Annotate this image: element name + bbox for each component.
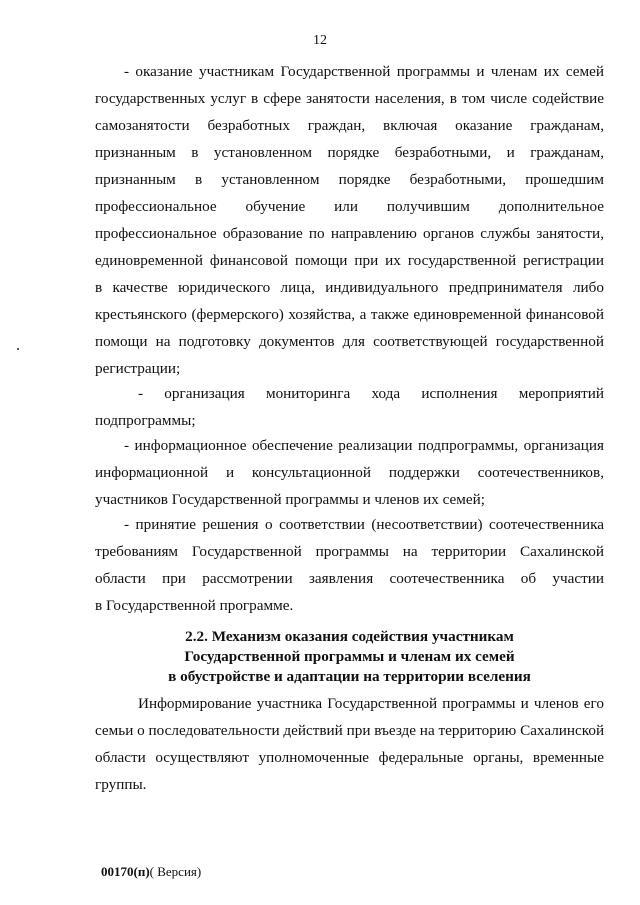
text-line: государственных услуг в сфере занятости населения, в том числе содействие <box>95 90 604 107</box>
text-line: - информационное обеспечение реализации подпрограммы, организация <box>124 437 604 454</box>
text-line: группы. <box>95 776 147 793</box>
text-line: участников Государственной программы и членов их семей; <box>95 491 485 508</box>
text-line: информационной и консультационной поддержки соотечественников, <box>95 464 604 481</box>
text-line: области осуществляют уполномоченные федеральные органы, временные <box>95 749 604 766</box>
text-line: признанным в установленном порядке безработными, и гражданам, <box>95 144 604 161</box>
text-line: в качестве юридического лица, индивидуального предпринимателя либо <box>95 279 604 296</box>
text-line: регистрации; <box>95 360 181 377</box>
text-line: профессиональное обучение или получившим дополнительное <box>95 198 604 215</box>
heading-line: 2.2. Механизм оказания содействия участникам <box>185 628 514 645</box>
text-line: Информирование участника Государственной программы и членов его <box>138 695 604 712</box>
document-footer <box>101 864 201 880</box>
text-line: признанным в установленном порядке безработными, прошедшим <box>95 171 604 188</box>
text-line: профессиональное образование по направлению органов службы занятости, <box>95 225 604 242</box>
text-line: требованиям Государственной программы на территории Сахалинской <box>95 543 604 560</box>
text-line: единовременной финансовой помощи при их государственной регистрации <box>95 252 604 269</box>
text-line: - принятие решения о соответствии (несоответствии) соотечественника <box>124 516 604 533</box>
text-line: в Государственной программе. <box>95 597 294 614</box>
heading-line: в обустройстве и адаптации на территории вселения <box>168 668 531 685</box>
document-code: 00170(п) <box>101 864 150 879</box>
text-line: самозанятости безработных граждан, включая оказание гражданам, <box>95 117 604 134</box>
text-line: области при рассмотрении заявления соотечественника об участии <box>95 570 604 587</box>
text-line: помощи на подготовку документов для соответствующей государственной <box>95 333 604 350</box>
version-label: ( Версия) <box>149 864 202 879</box>
text-line: семьи о последовательности действий при въезде на территорию Сахалинской <box>95 722 605 739</box>
scan-speck <box>17 348 19 350</box>
text-line: крестьянского (фермерского) хозяйства, а также единовременной финансовой <box>95 306 604 323</box>
heading-line: Государственной программы и членам их семей <box>184 648 515 665</box>
text-line: подпрограммы; <box>95 412 196 429</box>
text-line: - оказание участникам Государственной программы и членам их семей <box>124 63 604 80</box>
page-number: 12 <box>313 33 327 48</box>
text-line: - организация мониторинга хода исполнения мероприятий <box>138 385 604 402</box>
